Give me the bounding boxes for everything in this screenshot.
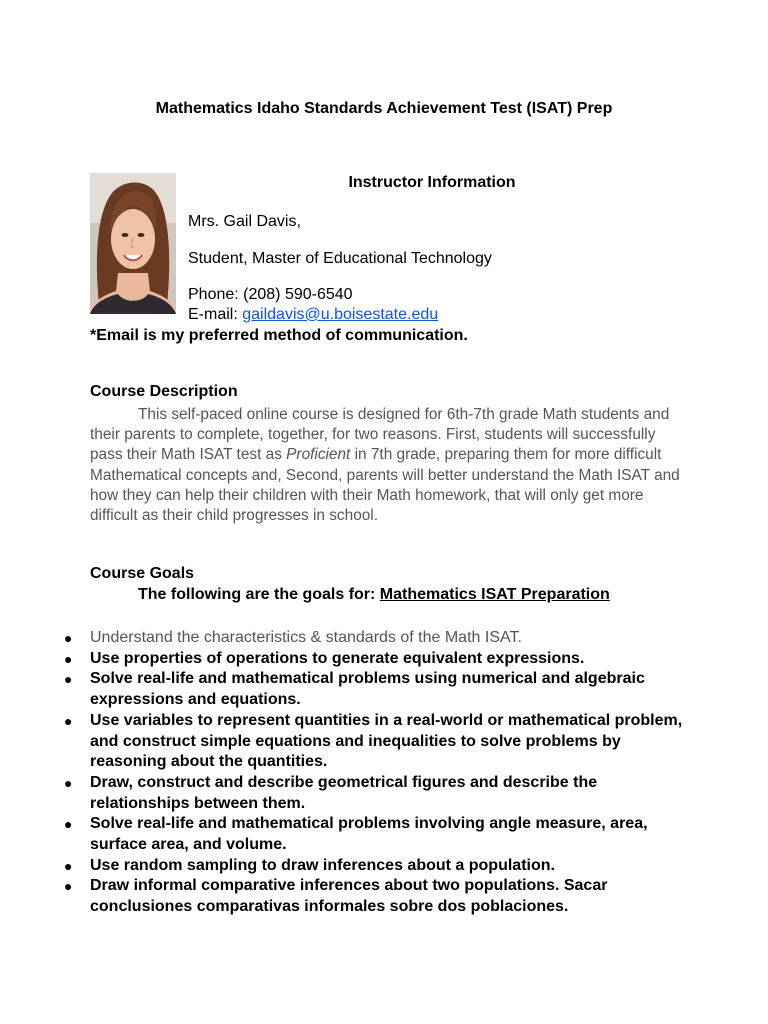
bullet-icon: ●	[64, 816, 73, 833]
email-label: E-mail:	[188, 306, 243, 323]
description-italic: Proficient	[286, 446, 351, 464]
goal-item: ● Use random sampling to draw inferences about a population.	[64, 856, 694, 877]
description-part1: This self-paced online course is designed for 6th-7th grade Math students and their parents to complete, together, for two reasons. First, students will successfully pass their Math ISAT test as	[90, 406, 670, 464]
instructor-photo	[90, 173, 176, 314]
contact-preference-note: *Email is my preferred method of communication.	[90, 327, 468, 344]
bullet-icon: ●	[64, 878, 73, 895]
bullet-icon: ●	[64, 774, 73, 791]
instructor-heading: Instructor Information	[348, 174, 516, 191]
course-goals-list	[64, 628, 694, 918]
goals-course-name: Mathematics ISAT Preparation	[379, 586, 610, 603]
course-goals-intro	[138, 585, 610, 605]
goal-item: ● Use variables to represent quantities in a real-world or mathematical problem, and construct simple equations and inequalities to solve problems by reasoning about the quantities.	[64, 711, 683, 771]
course-description-text	[90, 405, 690, 526]
bullet-icon: ●	[64, 712, 73, 729]
bullet-icon: ●	[64, 650, 73, 667]
goal-item: ● Understand the characteristics & standards of the Math ISAT.	[64, 628, 694, 649]
bullet-icon: ●	[64, 857, 73, 874]
goal-item: ● Solve real-life and mathematical problems using numerical and algebraic expressions and equations.	[64, 670, 645, 709]
course-description-heading: Course Description	[90, 383, 238, 400]
goal-item: ● Draw, construct and describe geometrical figures and describe the relationships between them.	[64, 773, 598, 812]
bullet-icon: ●	[64, 630, 73, 646]
document-title: Mathematics Idaho Standards Achievement Test (ISAT) Prep	[155, 100, 613, 117]
goal-item: ● Draw informal comparative inferences about two populations. Sacar conclusiones comparativas informales sobre dos poblaciones.	[64, 877, 608, 916]
instructor-role: Student, Master of Educational Technology	[188, 250, 492, 267]
bullet-icon: ●	[64, 671, 73, 688]
course-goals-heading: Course Goals	[90, 565, 195, 582]
description-part2: in 7th grade, preparing them for more difficult Mathematical concepts and, Second, parents will better understand the Math ISAT and how they can help their children with their Math homework, that will only get more difficult as their child progresses in school.	[90, 446, 680, 525]
goals-intro-text: The following are the goals for:	[138, 586, 380, 603]
instructor-phone: Phone: (208) 590-6540	[188, 286, 353, 303]
email-link[interactable]: gaildavis@u.boisestate.edu	[242, 306, 439, 323]
instructor-name: Mrs. Gail Davis,	[188, 213, 301, 230]
goal-item: ● Solve real-life and mathematical problems involving angle measure, area, surface area, and volume.	[64, 815, 648, 854]
instructor-email-line	[188, 305, 438, 325]
goal-item: ● Use properties of operations to generate equivalent expressions.	[64, 649, 694, 670]
